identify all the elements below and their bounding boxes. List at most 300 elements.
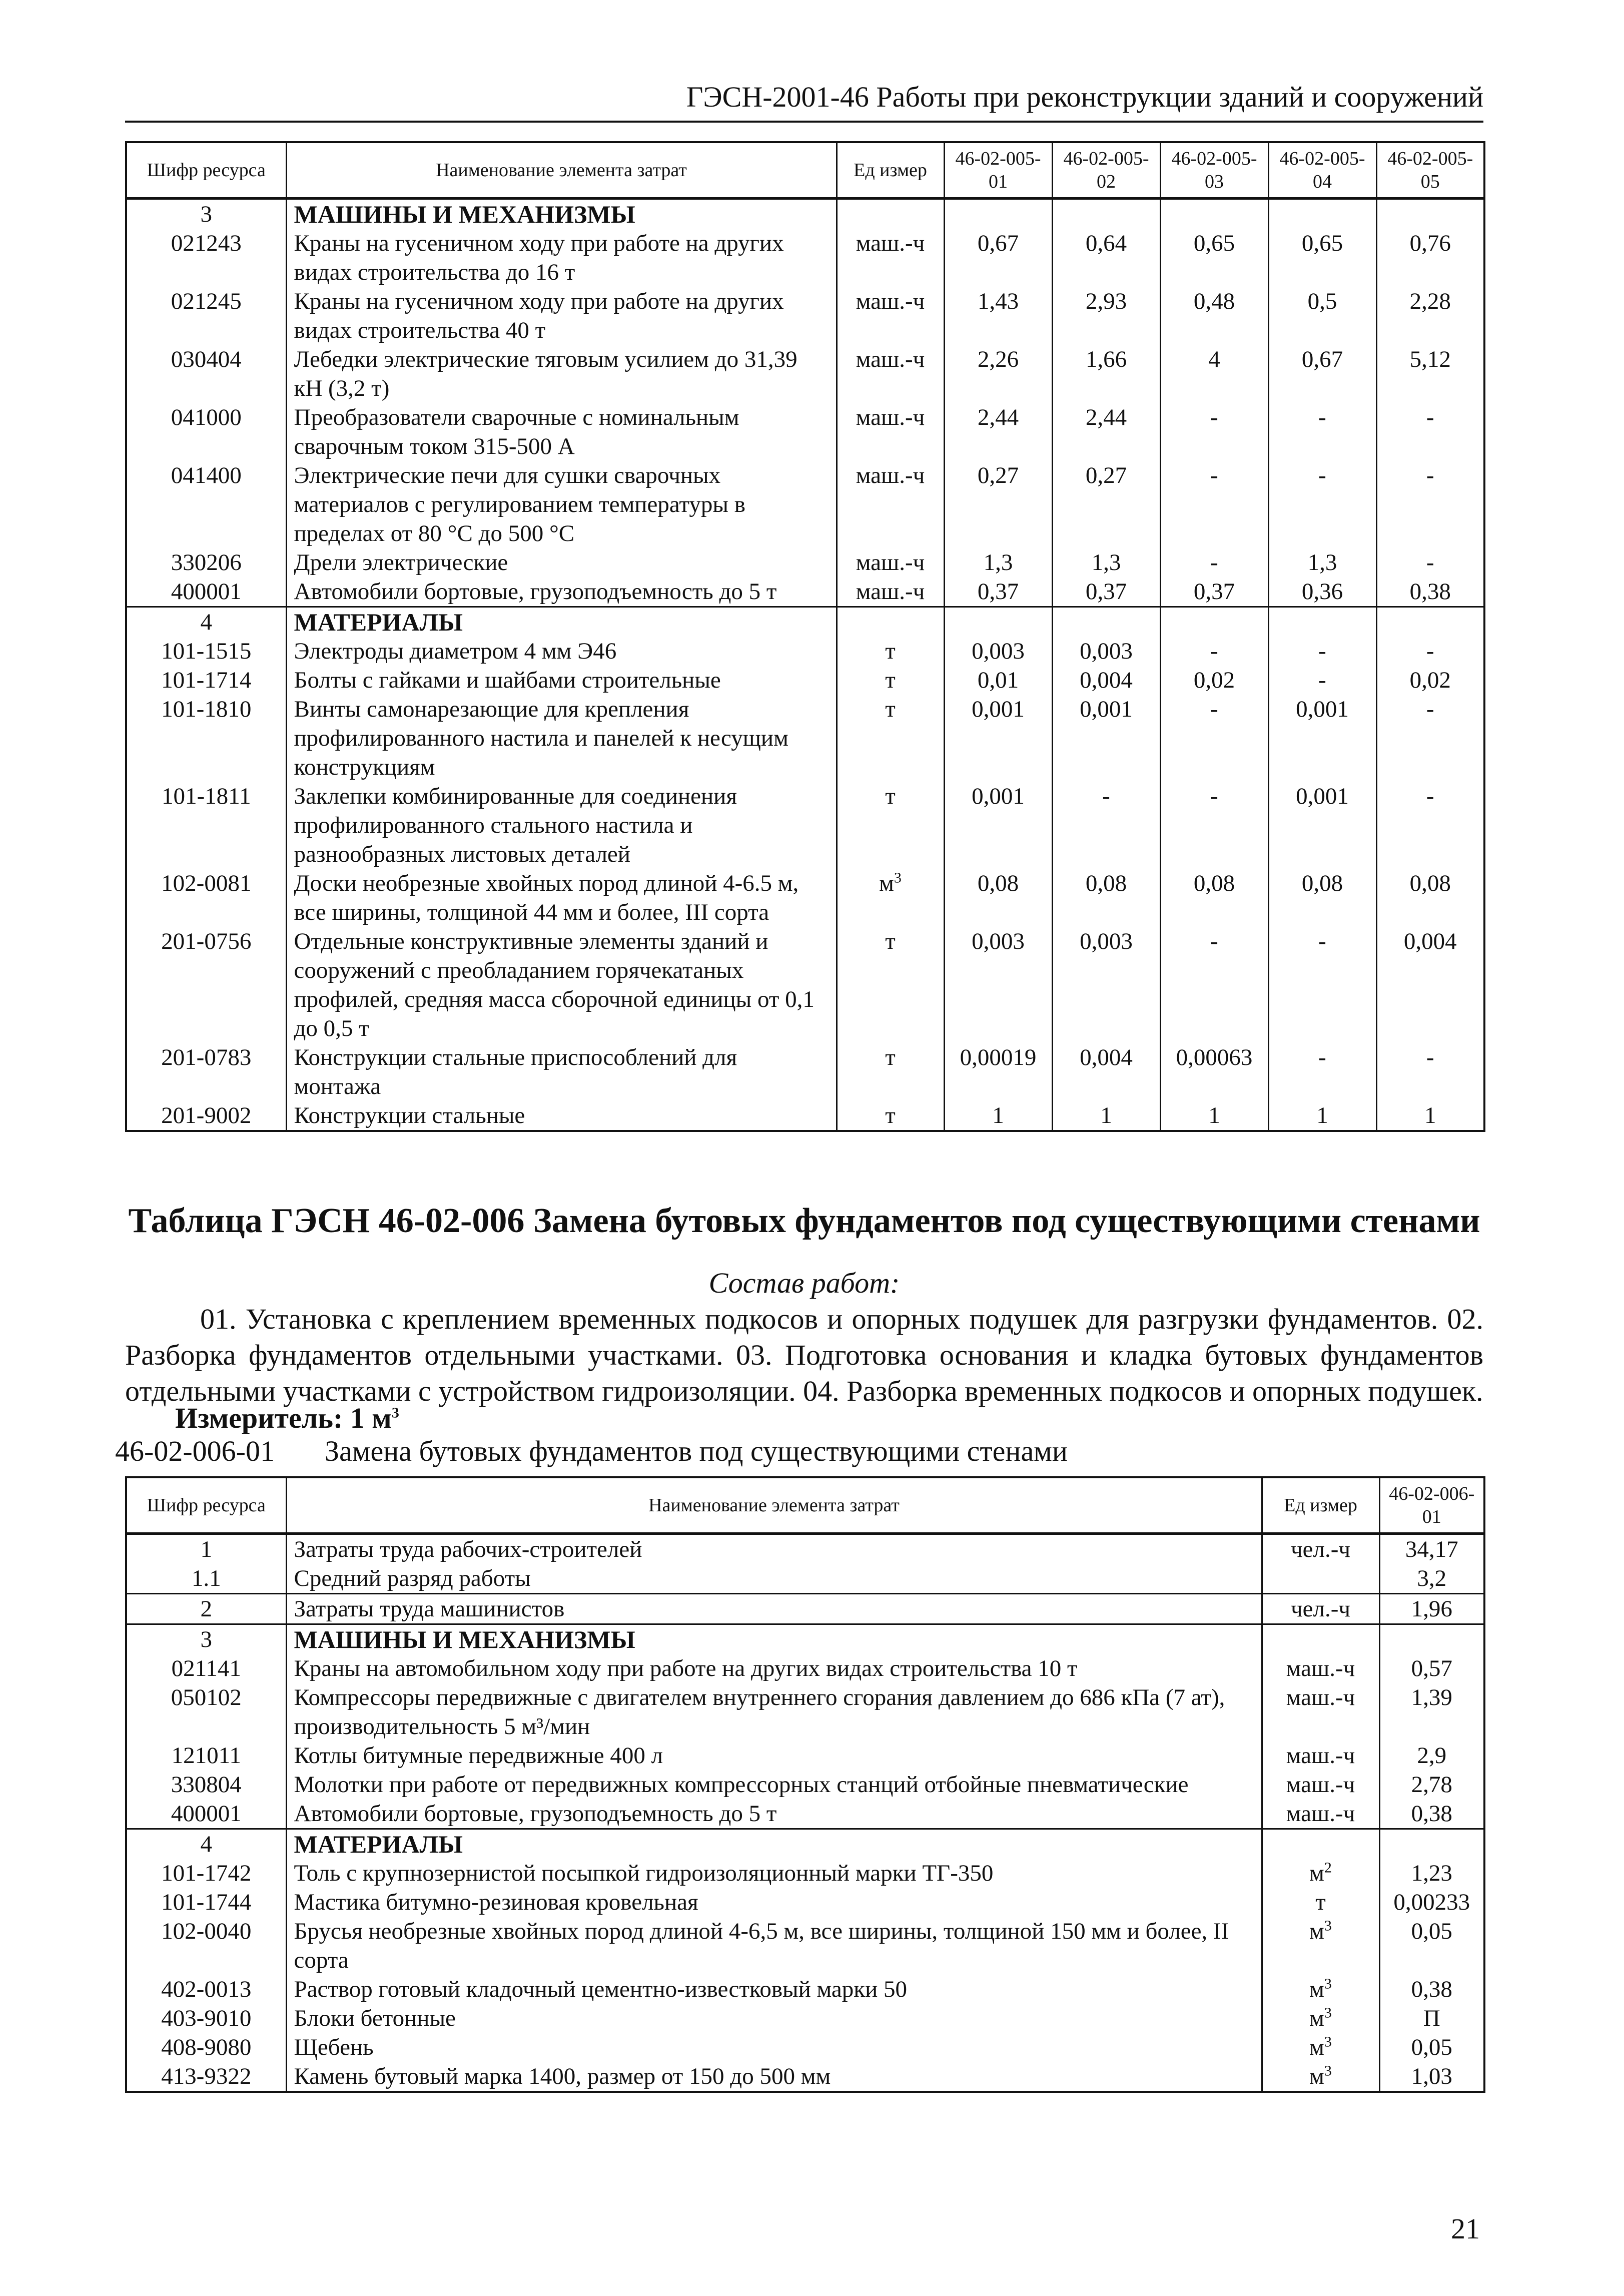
value-cell: 0,001 <box>944 782 1052 869</box>
value-cell: 0,37 <box>944 577 1052 607</box>
unit-text: маш.-ч <box>1286 1684 1355 1710</box>
value-cell: - <box>1268 666 1376 695</box>
unit-cell <box>837 695 944 782</box>
unit-text: маш.-ч <box>856 230 925 256</box>
unit-cell <box>1262 1564 1379 1594</box>
resource-name: Затраты труда машинистов <box>286 1594 1262 1624</box>
resource-code: 101-1810 <box>161 696 252 722</box>
table-row <box>126 1594 1484 1624</box>
resource-code: 402-0013 <box>161 1976 252 2002</box>
table-row <box>126 229 1484 287</box>
unit-text: м <box>879 870 894 896</box>
resource-code: 021243 <box>171 230 242 256</box>
resource-code: 102-0081 <box>161 870 252 896</box>
unit-cell <box>837 666 944 695</box>
value-cell: 34,17 <box>1379 1534 1484 1564</box>
table-row <box>126 1770 1484 1799</box>
section-row <box>126 1624 1484 1654</box>
value-cell: 1 <box>1268 1101 1376 1131</box>
unit-cell <box>837 927 944 1043</box>
unit-cell <box>837 869 944 927</box>
column-header: 46-02-005-03 <box>1160 142 1268 199</box>
value-cell: 3,2 <box>1379 1564 1484 1594</box>
resource-name: МАШИНЫ И МЕХАНИЗМЫ <box>286 199 837 229</box>
resource-code: 1.1 <box>126 1564 286 1594</box>
value-cell: П <box>1379 2004 1484 2033</box>
section-row <box>126 1829 1484 1859</box>
unit-cell <box>1262 1683 1379 1741</box>
empty-cell <box>1160 607 1268 637</box>
empty-cell <box>944 199 1052 229</box>
value-cell: 2,44 <box>944 403 1052 461</box>
value-cell: 0,37 <box>1160 577 1268 607</box>
value-cell: 0,00063 <box>1160 1043 1268 1101</box>
unit-cell <box>1262 1975 1379 2004</box>
value-cell: 0,003 <box>944 637 1052 666</box>
resource-code: 121011 <box>171 1743 241 1769</box>
empty-cell <box>1268 199 1376 229</box>
value-cell: 0,02 <box>1376 666 1484 695</box>
resource-name: Лебедки электрические тяговым усилием до 31,39 кН (3,2 т) <box>286 345 837 403</box>
column-header: 46-02-005-04 <box>1268 142 1376 199</box>
resource-name: Камень бутовый марка 1400, размер от 150 до 500 мм <box>286 2062 1262 2092</box>
value-cell: 0,05 <box>1379 2033 1484 2062</box>
value-cell: 0,01 <box>944 666 1052 695</box>
unit-text: м <box>1309 2005 1324 2031</box>
resource-name: Отдельные конструктивные элементы зданий и сооружений с преобладанием горячекатаных профилей, средняя масса сборочной единицы от 0,1 до 0,5 т <box>286 927 837 1043</box>
resource-code: 101-1742 <box>161 1860 252 1886</box>
value-cell: - <box>1376 548 1484 577</box>
resource-code: 050102 <box>171 1684 242 1710</box>
resource-code: 403-9010 <box>161 2005 252 2031</box>
value-cell: 2,9 <box>1379 1741 1484 1770</box>
value-cell: 2,28 <box>1376 287 1484 345</box>
resource-name: Краны на гусеничном ходу при работе на других видах строительства 40 т <box>286 287 837 345</box>
resource-code: 101-1744 <box>161 1889 252 1915</box>
value-cell: 5,12 <box>1376 345 1484 403</box>
unit-superscript: 3 <box>1324 1917 1332 1934</box>
table-row <box>126 2004 1484 2033</box>
resource-code: 400001 <box>126 577 286 607</box>
table-row <box>126 637 1484 666</box>
value-cell: 0,27 <box>944 461 1052 548</box>
value-cell: 0,08 <box>1268 869 1376 927</box>
value-cell: 1,3 <box>944 548 1052 577</box>
column-header: Наименование элемента затрат <box>286 1477 1262 1534</box>
resource-code: 4 <box>200 1831 212 1857</box>
unit-text: м <box>1309 2034 1324 2060</box>
table-row <box>126 1683 1484 1741</box>
resource-name: Болты с гайками и шайбами строительные <box>286 666 837 695</box>
column-header: 46-02-005-02 <box>1052 142 1160 199</box>
resource-code: 408-9080 <box>161 2034 252 2060</box>
unit-cell <box>1262 2062 1379 2092</box>
value-cell: 1,23 <box>1379 1859 1484 1888</box>
value-cell: 0,003 <box>1052 637 1160 666</box>
value-cell: - <box>1160 548 1268 577</box>
value-cell: - <box>1160 403 1268 461</box>
unit-text: маш.-ч <box>856 404 925 430</box>
resource-code: 201-0783 <box>161 1044 252 1070</box>
unit-cell <box>837 461 944 548</box>
unit-text: т <box>885 638 896 664</box>
table-row <box>126 1534 1484 1564</box>
unit-cell <box>1262 1741 1379 1770</box>
value-cell: 0,001 <box>1268 695 1376 782</box>
unit-cell <box>837 229 944 287</box>
unit-cell <box>837 1101 944 1131</box>
unit-text: маш.-ч <box>856 579 925 605</box>
value-cell: - <box>1052 782 1160 869</box>
resource-code: 4 <box>200 609 212 635</box>
empty-cell <box>837 607 944 637</box>
table-row <box>126 782 1484 869</box>
unit-text: т <box>885 1044 896 1070</box>
resource-code: 021245 <box>171 288 242 314</box>
value-cell: 0,003 <box>944 927 1052 1043</box>
empty-cell <box>1160 199 1268 229</box>
resource-name: Преобразователи сварочные с номинальным сварочным током 315-500 А <box>286 403 837 461</box>
unit-text: маш.-ч <box>1286 1801 1355 1827</box>
resource-name: МАТЕРИАЛЫ <box>286 607 837 637</box>
unit-text: чел.-ч <box>1291 1596 1350 1622</box>
unit-cell <box>1262 2004 1379 2033</box>
column-header: Наименование элемента затрат <box>286 142 837 199</box>
table-row <box>126 1564 1484 1594</box>
value-cell: - <box>1268 461 1376 548</box>
resource-name: Краны на гусеничном ходу при работе на других видах строительства до 16 т <box>286 229 837 287</box>
resource-name: Винты самонарезающие для крепления профилированного настила и панелей к несущим конструкциям <box>286 695 837 782</box>
unit-text: маш.-ч <box>856 549 925 576</box>
empty-cell <box>1268 607 1376 637</box>
table-row <box>126 1859 1484 1888</box>
unit-cell <box>1262 1859 1379 1888</box>
empty-cell <box>1379 1624 1484 1654</box>
value-cell: 1,66 <box>1052 345 1160 403</box>
resource-name: Краны на автомобильном ходу при работе на других видах строительства 10 т <box>286 1654 1262 1683</box>
unit-cell <box>1262 1594 1379 1624</box>
value-cell: 0,38 <box>1379 1975 1484 2004</box>
value-cell: 1,03 <box>1379 2062 1484 2092</box>
unit-cell <box>837 1043 944 1101</box>
table-row <box>126 1975 1484 2004</box>
unit-text: т <box>885 1102 896 1128</box>
value-cell: - <box>1268 927 1376 1043</box>
unit-text: м <box>1309 1976 1324 2002</box>
value-cell: 0,00019 <box>944 1043 1052 1101</box>
value-cell: - <box>1160 695 1268 782</box>
value-cell: 0,65 <box>1160 229 1268 287</box>
empty-cell <box>1262 1829 1379 1859</box>
column-header: Ед измер <box>1262 1477 1379 1534</box>
measure <box>175 1401 399 1435</box>
measure-value: 1 м <box>350 1402 392 1434</box>
value-cell: - <box>1376 1043 1484 1101</box>
resource-code: 330206 <box>171 549 242 576</box>
resource-code: 041000 <box>171 404 242 430</box>
table-row <box>126 403 1484 461</box>
table-title: Таблица ГЭСН 46-02-006 Замена бутовых фундаментов под существующими стенами <box>128 1202 1480 1240</box>
value-cell: 0,67 <box>1268 345 1376 403</box>
unit-cell <box>837 403 944 461</box>
work-composition-text: 01. Установка с креплением временных подкосов и опорных подушек для разгрузки фундаментов. 02. Разборка фундаментов отдельными участками. 03. Подготовка основания и кладка бутовых фундаментов отдельными участками с устройством гидроизоляции. 04. Разборка временных подкосов и опорных подушек. <box>125 1303 1483 1407</box>
work-composition-label: Состав работ: <box>708 1267 900 1299</box>
empty-cell <box>1262 1624 1379 1654</box>
resource-name: МАТЕРИАЛЫ <box>286 1829 1262 1859</box>
resource-name: Щебень <box>286 2033 1262 2062</box>
table-row <box>126 2033 1484 2062</box>
value-cell: 2,78 <box>1379 1770 1484 1799</box>
unit-cell <box>1262 1534 1379 1564</box>
norm-code: 46-02-006-01 <box>115 1435 275 1467</box>
table-row <box>126 577 1484 607</box>
unit-text: т <box>1315 1889 1326 1915</box>
value-cell: 0,004 <box>1052 666 1160 695</box>
value-cell: 0,65 <box>1268 229 1376 287</box>
value-cell: 1,3 <box>1052 548 1160 577</box>
value-cell: - <box>1268 637 1376 666</box>
page-number: 21 <box>1451 2212 1480 2245</box>
value-cell: 2,93 <box>1052 287 1160 345</box>
value-cell: 2,44 <box>1052 403 1160 461</box>
resource-name: Электрические печи для сушки сварочных материалов с регулированием температуры в пределах от 80 °С до 500 °С <box>286 461 837 548</box>
value-cell: 0,5 <box>1268 287 1376 345</box>
table-row <box>126 1888 1484 1917</box>
value-cell: - <box>1376 461 1484 548</box>
unit-superscript: 3 <box>1324 1975 1332 1992</box>
unit-cell <box>837 577 944 607</box>
resource-name: Автомобили бортовые, грузоподъемность до 5 т <box>286 577 837 607</box>
unit-superscript: 3 <box>1324 2004 1332 2021</box>
unit-text: маш.-ч <box>856 346 925 372</box>
value-cell: 0,27 <box>1052 461 1160 548</box>
value-cell: 0,64 <box>1052 229 1160 287</box>
resource-code: 030404 <box>171 346 242 372</box>
table-row <box>126 1043 1484 1101</box>
column-header: 46-02-006-01 <box>1379 1477 1484 1534</box>
unit-text: маш.-ч <box>1286 1772 1355 1798</box>
value-cell: 0,08 <box>944 869 1052 927</box>
resource-code: 3 <box>200 201 212 227</box>
unit-text: маш.-ч <box>1286 1655 1355 1681</box>
resource-name: МАШИНЫ И МЕХАНИЗМЫ <box>286 1624 1262 1654</box>
resource-code: 413-9322 <box>161 2063 252 2089</box>
value-cell: 0,57 <box>1379 1654 1484 1683</box>
table-row <box>126 345 1484 403</box>
resource-code: 041400 <box>171 462 242 488</box>
value-cell: 1,3 <box>1268 548 1376 577</box>
table-row <box>126 927 1484 1043</box>
value-cell: 0,08 <box>1376 869 1484 927</box>
unit-text: т <box>885 667 896 693</box>
resource-name: Заклепки комбинированные для соединения профилированного стального настила и разнообразных листовых деталей <box>286 782 837 869</box>
value-cell: 0,08 <box>1052 869 1160 927</box>
table-row <box>126 1654 1484 1683</box>
unit-text: м <box>1309 2063 1324 2089</box>
norm-name: Замена бутовых фундаментов под существующими стенами <box>324 1435 1068 1467</box>
unit-text: чел.-ч <box>1291 1536 1350 1562</box>
empty-cell <box>837 199 944 229</box>
value-cell: 0,38 <box>1376 577 1484 607</box>
value-cell: 0,37 <box>1052 577 1160 607</box>
value-cell: 1 <box>1376 1101 1484 1131</box>
unit-text: м <box>1309 1860 1324 1886</box>
resource-name: Средний разряд работы <box>286 1564 1262 1594</box>
value-cell: 0,76 <box>1376 229 1484 287</box>
value-cell: - <box>1376 782 1484 869</box>
norm-code-line <box>115 1434 1068 1468</box>
unit-text: т <box>885 783 896 809</box>
value-cell: 0,02 <box>1160 666 1268 695</box>
unit-text: т <box>885 696 896 722</box>
value-cell: - <box>1160 927 1268 1043</box>
unit-cell <box>837 637 944 666</box>
table-row <box>126 548 1484 577</box>
unit-text: маш.-ч <box>856 288 925 314</box>
table-row <box>126 1917 1484 1975</box>
resource-code: 201-9002 <box>161 1102 252 1128</box>
table-row <box>126 1101 1484 1131</box>
resource-code: 102-0040 <box>161 1918 252 1944</box>
resource-code: 201-0756 <box>161 928 252 954</box>
resource-name: Затраты труда рабочих-строителей <box>286 1534 1262 1564</box>
resource-name: Блоки бетонные <box>286 2004 1262 2033</box>
empty-cell <box>944 607 1052 637</box>
resource-name: Электроды диаметром 4 мм Э46 <box>286 637 837 666</box>
empty-cell <box>1052 199 1160 229</box>
value-cell: 0,05 <box>1379 1917 1484 1975</box>
resource-table-006 <box>125 1476 1485 2093</box>
value-cell: 0,001 <box>944 695 1052 782</box>
column-header: Шифр ресурса <box>126 142 286 199</box>
measure-label: Измеритель: <box>175 1402 343 1434</box>
table-row <box>126 869 1484 927</box>
table-row <box>126 1741 1484 1770</box>
resource-table-005 <box>125 141 1485 1132</box>
value-cell: - <box>1160 461 1268 548</box>
unit-cell <box>1262 1770 1379 1799</box>
value-cell: - <box>1376 403 1484 461</box>
resource-name: Мастика битумно-резиновая кровельная <box>286 1888 1262 1917</box>
value-cell: 0,00233 <box>1379 1888 1484 1917</box>
column-header: Ед измер <box>837 142 944 199</box>
resource-name: Котлы битумные передвижные 400 л <box>286 1741 1262 1770</box>
value-cell: 1 <box>1160 1101 1268 1131</box>
resource-name: Брусья необрезные хвойных пород длиной 4-6,5 м, все ширины, толщиной 150 мм и более, II сорта <box>286 1917 1262 1975</box>
column-header: 46-02-005-05 <box>1376 142 1484 199</box>
resource-code: 1 <box>200 1536 212 1562</box>
value-cell: 0,48 <box>1160 287 1268 345</box>
value-cell: 0,38 <box>1379 1799 1484 1829</box>
resource-name: Компрессоры передвижные с двигателем внутреннего сгорания давлением до 686 кПа (7 ат), производительность 5 м³/мин <box>286 1683 1262 1741</box>
value-cell: 0,004 <box>1376 927 1484 1043</box>
resource-name: Дрели электрические <box>286 548 837 577</box>
unit-superscript: 3 <box>894 869 902 886</box>
value-cell: - <box>1376 637 1484 666</box>
measure-sup: 3 <box>391 1404 399 1421</box>
resource-name: Конструкции стальные <box>286 1101 837 1131</box>
table-row <box>126 287 1484 345</box>
table-row <box>126 666 1484 695</box>
empty-cell <box>1376 199 1484 229</box>
value-cell: 0,001 <box>1052 695 1160 782</box>
resource-name: Молотки при работе от передвижных компрессорных станций отбойные пневматические <box>286 1770 1262 1799</box>
section-row <box>126 607 1484 637</box>
resource-code: 101-1811 <box>162 783 251 809</box>
value-cell: 1,96 <box>1379 1594 1484 1624</box>
resource-name: Автомобили бортовые, грузоподъемность до 5 т <box>286 1799 1262 1829</box>
value-cell: 1,39 <box>1379 1683 1484 1741</box>
value-cell: 1 <box>944 1101 1052 1131</box>
value-cell: 4 <box>1160 345 1268 403</box>
unit-text: маш.-ч <box>1286 1743 1355 1769</box>
value-cell: 0,001 <box>1268 782 1376 869</box>
resource-name: Конструкции стальные приспособлений для монтажа <box>286 1043 837 1101</box>
empty-cell <box>1052 607 1160 637</box>
resource-code: 101-1714 <box>161 667 252 693</box>
unit-cell <box>1262 1888 1379 1917</box>
resource-code: 101-1515 <box>161 638 252 664</box>
unit-text: м <box>1309 1918 1324 1944</box>
value-cell: 0,08 <box>1160 869 1268 927</box>
section-row <box>126 199 1484 229</box>
unit-cell <box>1262 1799 1379 1829</box>
page-header: ГЭСН-2001-46 Работы при реконструкции зданий и сооружений <box>125 80 1483 123</box>
table-row <box>126 2062 1484 2092</box>
column-header: Шифр ресурса <box>126 1477 286 1534</box>
resource-code: 3 <box>200 1626 212 1652</box>
unit-text: маш.-ч <box>856 462 925 488</box>
value-cell: - <box>1268 403 1376 461</box>
table-row <box>126 461 1484 548</box>
resource-name: Раствор готовый кладочный цементно-известковый марки 50 <box>286 1975 1262 2004</box>
unit-superscript: 3 <box>1324 2062 1332 2079</box>
value-cell: 0,003 <box>1052 927 1160 1043</box>
resource-code: 400001 <box>126 1799 286 1829</box>
value-cell: 0,36 <box>1268 577 1376 607</box>
resource-name: Доски необрезные хвойных пород длиной 4-6.5 м, все ширины, толщиной 44 мм и более, III сорта <box>286 869 837 927</box>
value-cell: 0,67 <box>944 229 1052 287</box>
unit-cell <box>1262 1654 1379 1683</box>
unit-cell <box>837 345 944 403</box>
unit-superscript: 2 <box>1324 1859 1332 1876</box>
unit-text: т <box>885 928 896 954</box>
resource-code: 330804 <box>171 1772 242 1798</box>
column-header: 46-02-005-01 <box>944 142 1052 199</box>
table-row <box>126 1799 1484 1829</box>
unit-cell <box>837 287 944 345</box>
resource-code: 2 <box>126 1594 286 1624</box>
empty-cell <box>1376 607 1484 637</box>
value-cell: - <box>1376 695 1484 782</box>
unit-cell <box>837 548 944 577</box>
value-cell: - <box>1268 1043 1376 1101</box>
value-cell: 1 <box>1052 1101 1160 1131</box>
table-row <box>126 695 1484 782</box>
value-cell: - <box>1160 782 1268 869</box>
value-cell: 1,43 <box>944 287 1052 345</box>
empty-cell <box>1379 1829 1484 1859</box>
value-cell: 2,26 <box>944 345 1052 403</box>
resource-code: 021141 <box>171 1655 241 1681</box>
unit-superscript: 3 <box>1324 2033 1332 2050</box>
resource-name: Толь с крупнозернистой посыпкой гидроизоляционный марки ТГ-350 <box>286 1859 1262 1888</box>
value-cell: 0,004 <box>1052 1043 1160 1101</box>
value-cell: - <box>1160 637 1268 666</box>
unit-cell <box>837 782 944 869</box>
unit-cell <box>1262 2033 1379 2062</box>
unit-cell <box>1262 1917 1379 1975</box>
